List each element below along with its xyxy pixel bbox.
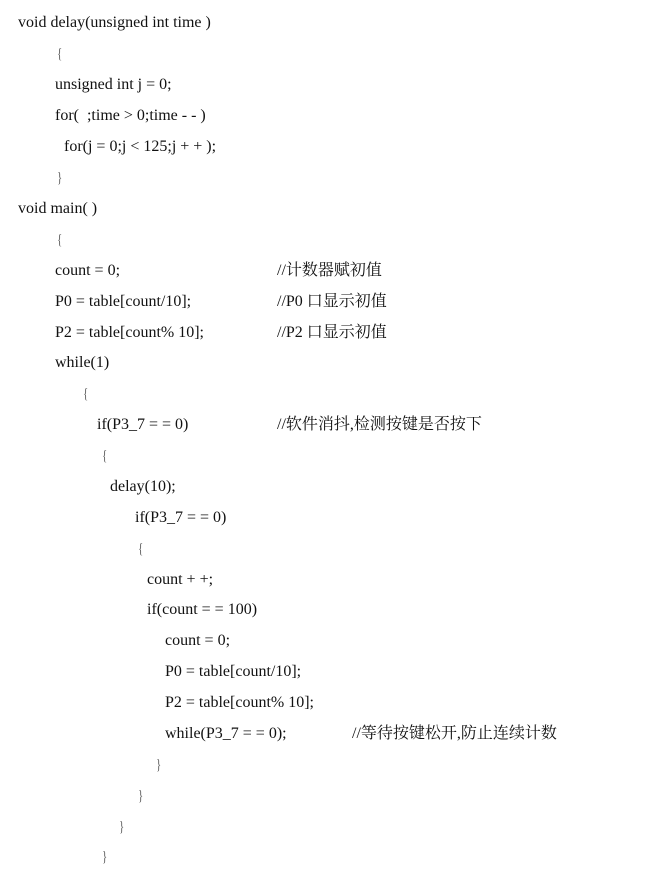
code-line <box>56 42 64 66</box>
code-comment: //P0 口显示初值 <box>277 293 387 310</box>
code-line <box>82 382 90 406</box>
code-line <box>165 722 645 746</box>
code-text: count = 0; <box>165 632 231 649</box>
code-text: void main( ) <box>18 200 98 217</box>
code-line <box>110 475 176 499</box>
code-text: delay(10); <box>110 478 176 495</box>
code-line <box>55 259 655 283</box>
code-text: unsigned int j = 0; <box>55 76 172 93</box>
code-line <box>165 691 314 715</box>
code-text: P2 = table[count% 10]; <box>55 324 204 341</box>
code-line <box>55 73 172 97</box>
code-line <box>147 598 258 622</box>
code-text: void delay(unsigned int time ) <box>18 14 211 31</box>
code-line <box>55 290 655 314</box>
code-text: if(P3_7 = = 0) <box>97 416 189 433</box>
code-comment: //等待按键松开,防止连续计数 <box>352 725 557 742</box>
brace-close: } <box>119 819 125 835</box>
code-line <box>165 629 231 653</box>
code-text: while(1) <box>55 354 110 371</box>
code-line <box>101 444 109 468</box>
brace-close: } <box>138 788 144 804</box>
brace-open: { <box>138 541 144 557</box>
code-text: count + +; <box>147 571 214 588</box>
code-text: if(count = = 100) <box>147 601 258 618</box>
code-line <box>55 104 206 128</box>
code-line <box>56 166 64 190</box>
code-comment: //软件消抖,检测按键是否按下 <box>277 416 482 433</box>
brace-close: } <box>57 170 63 186</box>
code-text: for( ;time > 0;time - - ) <box>55 107 206 124</box>
code-line <box>137 537 145 561</box>
code-line <box>135 506 227 530</box>
brace-open: { <box>57 232 63 248</box>
code-text: P0 = table[count/10]; <box>165 663 302 680</box>
brace-open: { <box>102 448 108 464</box>
brace-close: } <box>102 849 108 865</box>
code-line <box>55 351 110 375</box>
brace-close: } <box>156 757 162 773</box>
brace-open: { <box>57 46 63 62</box>
code-comment: //P2 口显示初值 <box>277 324 387 341</box>
code-text: for(j = 0;j < 125;j + + ); <box>64 138 217 155</box>
code-line <box>137 784 145 808</box>
code-line <box>55 321 655 345</box>
code-comment: //计数器赋初值 <box>277 262 382 279</box>
code-text: P0 = table[count/10]; <box>55 293 192 310</box>
code-text: if(P3_7 = = 0) <box>135 509 227 526</box>
code-line <box>18 197 98 221</box>
code-line <box>101 845 109 869</box>
code-line <box>147 568 214 592</box>
code-line <box>165 660 302 684</box>
code-line <box>56 228 64 252</box>
code-line <box>97 413 657 437</box>
code-text: while(P3_7 = = 0); <box>165 725 287 742</box>
brace-open: { <box>83 386 89 402</box>
code-text: P2 = table[count% 10]; <box>165 694 314 711</box>
code-line <box>118 815 126 839</box>
code-line <box>155 753 163 777</box>
code-line <box>18 11 211 35</box>
code-text: count = 0; <box>55 262 121 279</box>
code-line <box>64 135 217 159</box>
